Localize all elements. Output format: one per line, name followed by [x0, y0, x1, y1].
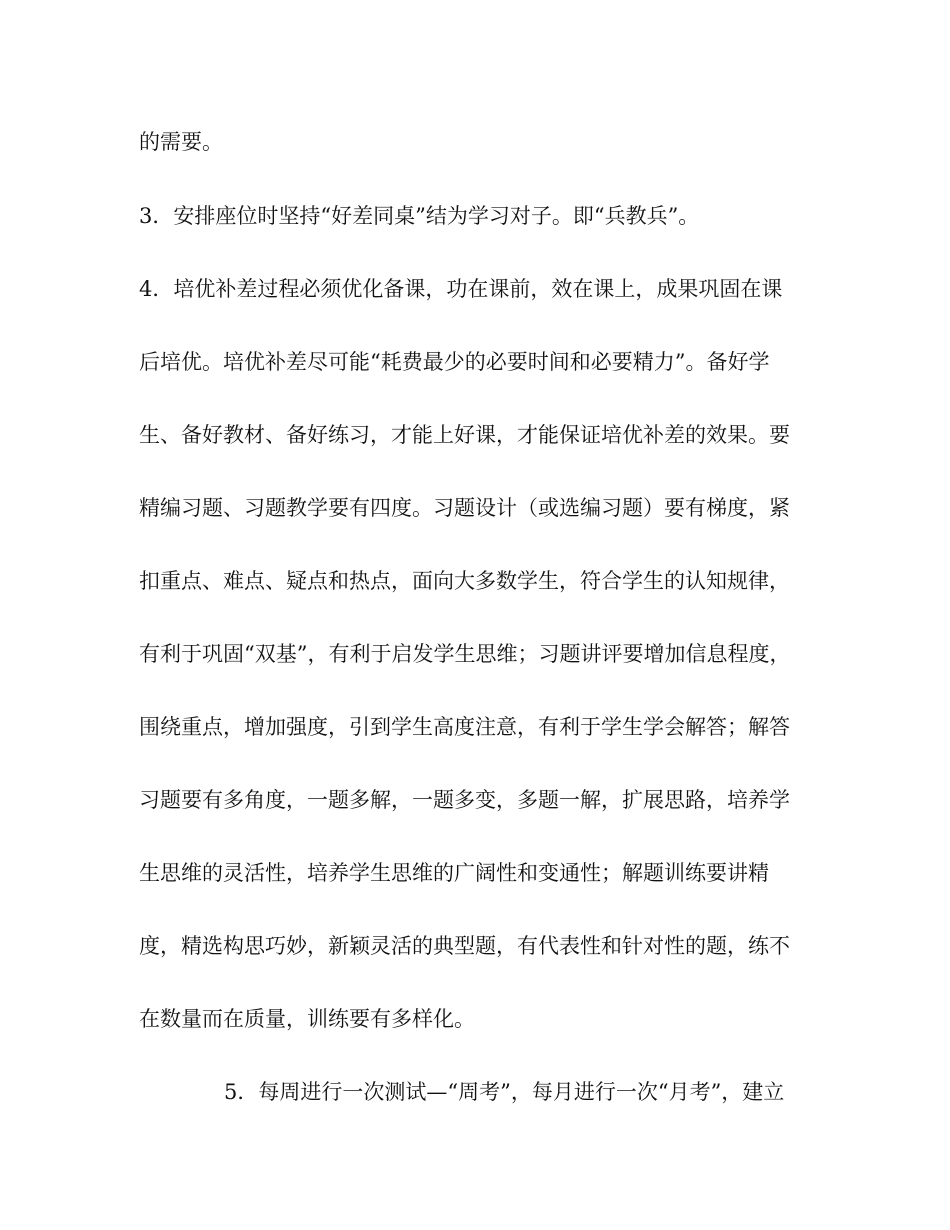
text-line-5: 生、备好教材、备好练习，才能上好课，才能保证培优补差的效果。要	[139, 423, 790, 447]
text-line-3: 4．培优补差过程必须优化备课，功在课前，效在课上，成果巩固在课	[139, 277, 783, 301]
text-line-9: 围绕重点，增加强度，引到学生高度注意，有利于学生学会解答；解答	[139, 715, 790, 739]
text-line-1: 的需要。	[139, 130, 223, 154]
text-line-6: 精编习题、习题教学要有四度。习题设计（或选编习题）要有梯度，紧	[139, 496, 790, 520]
text-line-14: 5．每周进行一次测试—“周考”，每月进行一次“月考”，建立	[224, 1080, 785, 1104]
text-line-13: 在数量而在质量，训练要有多样化。	[139, 1007, 475, 1031]
text-line-11: 生思维的灵活性，培养学生思维的广阔性和变通性；解题训练要讲精	[139, 861, 769, 885]
text-line-10: 习题要有多角度，一题多解，一题多变，多题一解，扩展思路，培养学	[139, 788, 790, 812]
text-line-4: 后培优。培优补差尽可能“耗费最少的必要时间和必要精力”。备好学	[139, 350, 770, 374]
text-line-2: 3．安排座位时坚持“好差同桌”结为学习对子。即“兵教兵”。	[139, 204, 700, 228]
text-line-12: 度，精选构思巧妙，新颖灵活的典型题，有代表性和针对性的题，练不	[139, 934, 790, 958]
text-line-8: 有利于巩固“双基”，有利于启发学生思维；习题讲评要增加信息程度，	[139, 642, 791, 666]
text-line-7: 扣重点、难点、疑点和热点，面向大多数学生，符合学生的认知规律，	[139, 569, 790, 593]
